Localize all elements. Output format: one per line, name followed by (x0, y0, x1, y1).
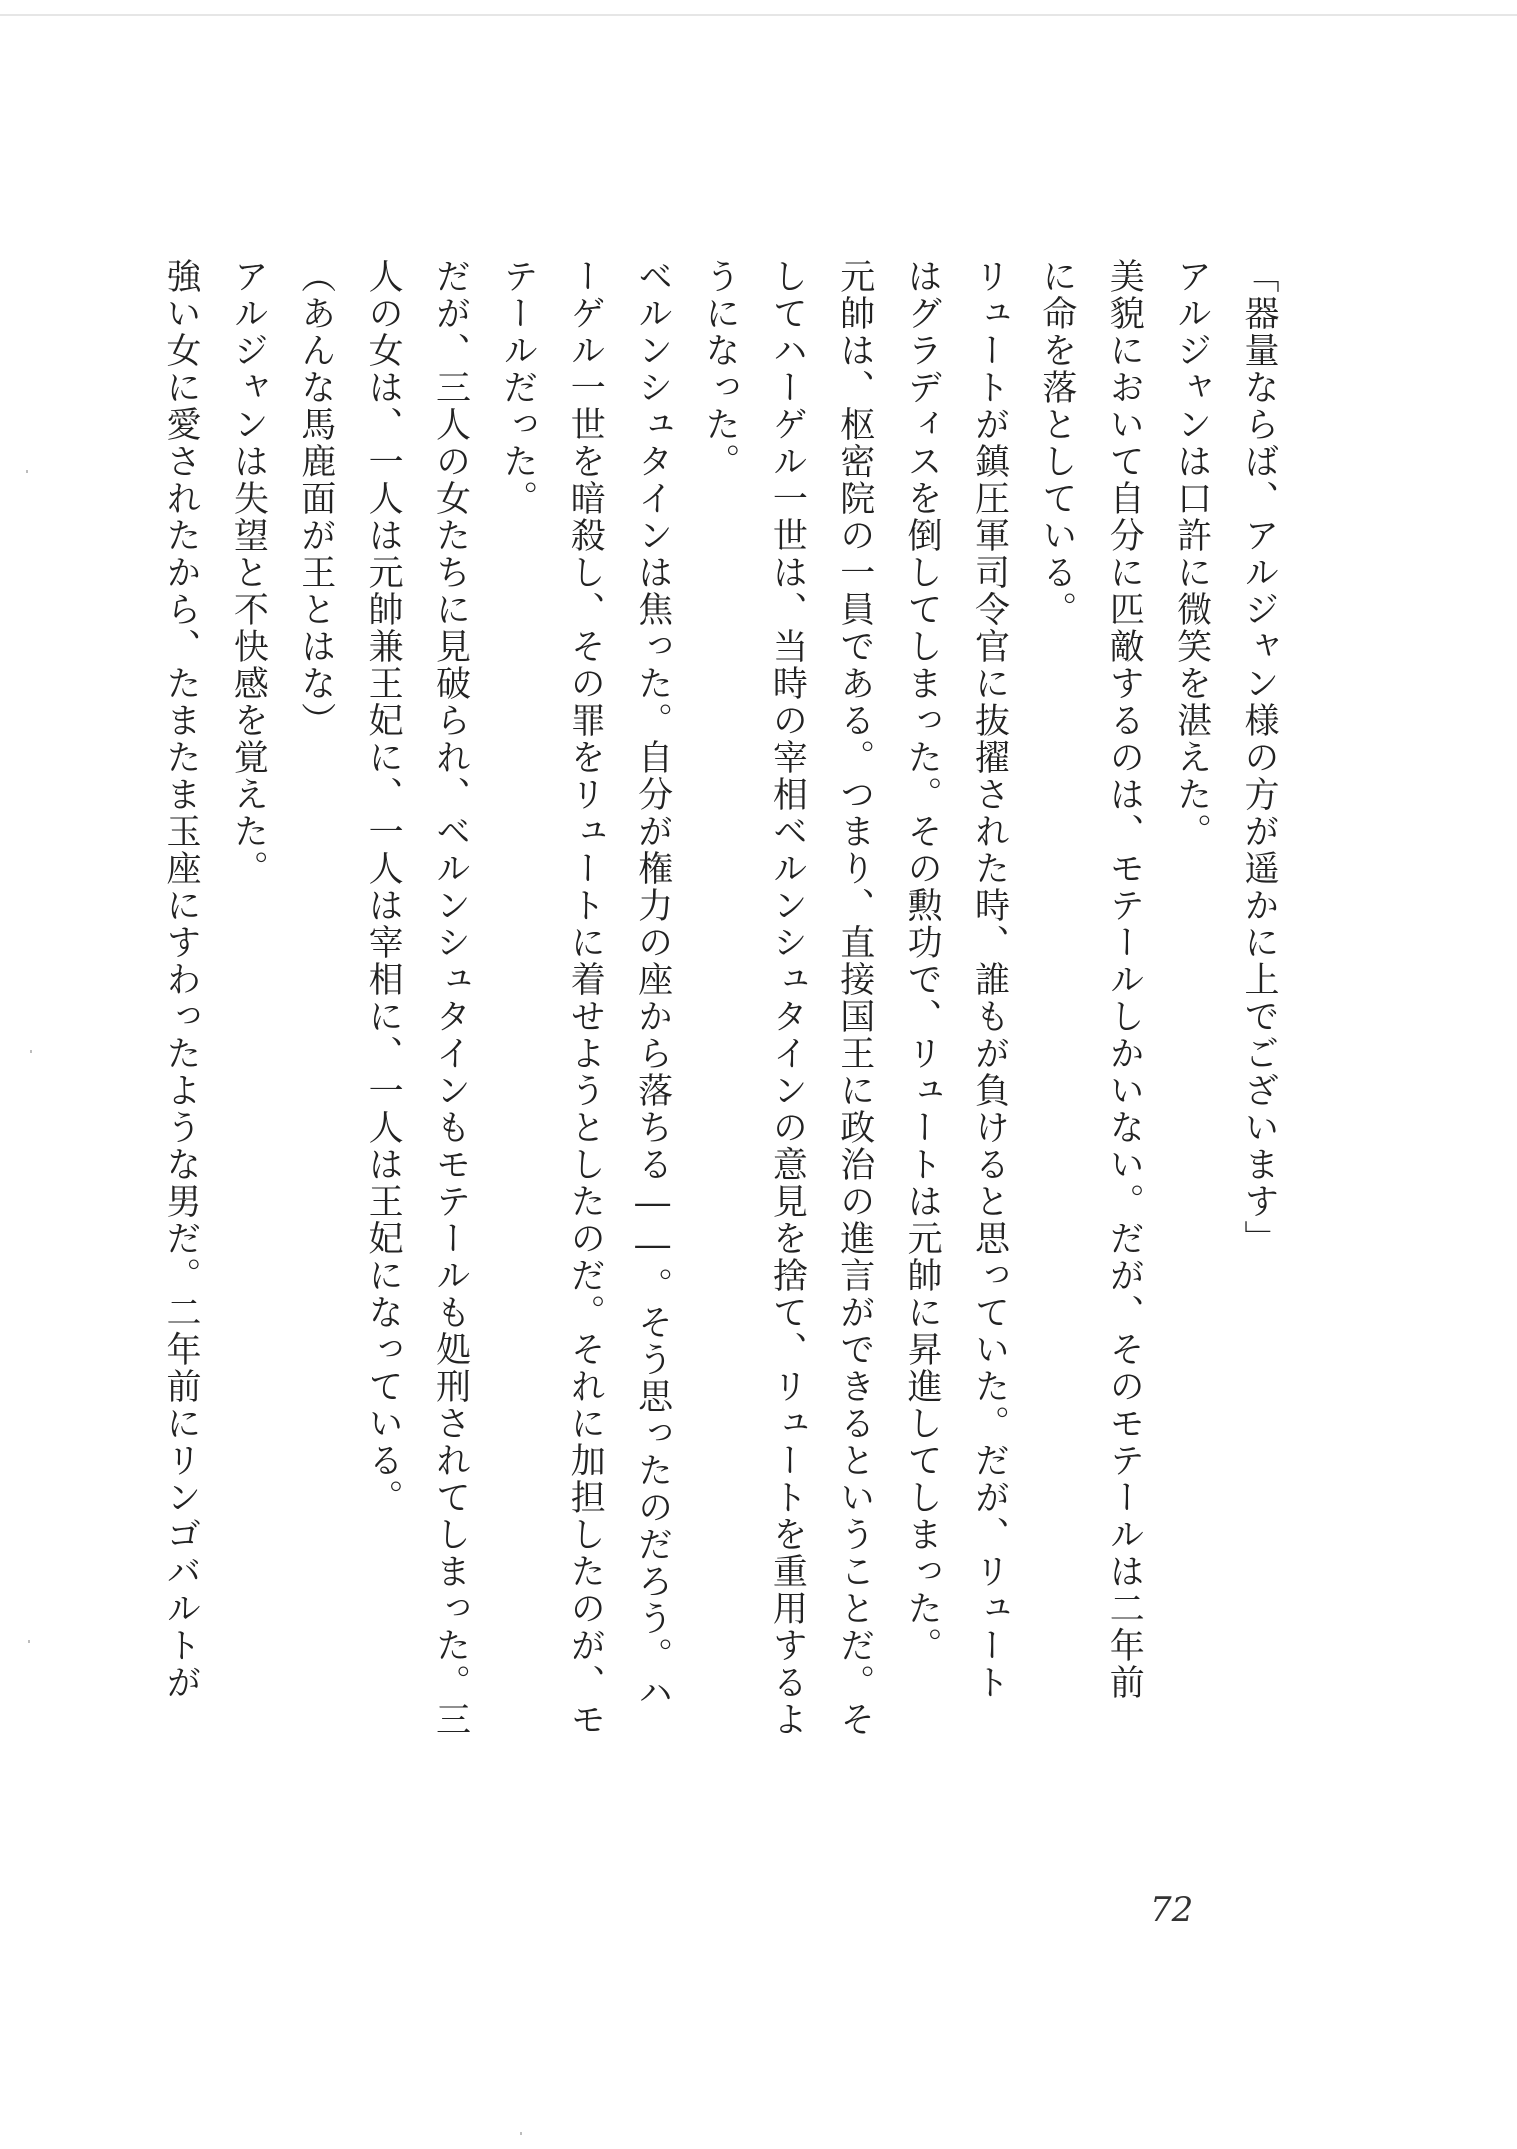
page-number: 72 (1150, 1890, 1194, 1930)
text-column-7: 元帥は、枢密院の一員である。つまり、直接国王に政治の進言ができるということだ。そ (834, 258, 875, 1738)
text-column-2: アルジャンは口許に微笑を湛えた。 (1171, 258, 1212, 850)
vertical-text-block (160, 258, 1280, 1888)
text-column-4: に命を落としている。 (1036, 258, 1077, 628)
text-column-6: はグラディスを倒してしまった。その勲功で、リュートは元帥に昇進してしまった。 (902, 258, 943, 1664)
scan-speck (520, 2132, 522, 2135)
text-column-16: アルジャンは失望と不快感を覚えた。 (228, 258, 269, 887)
text-column-17: 強い女に愛されたから、たまたま玉座にすわったような男だ。二年前にリンゴバルトが (161, 258, 201, 1701)
text-column-8: してハーゲル一世は、当時の宰相ベルンシュタインの意見を捨て、リュートを重用するよ (767, 258, 808, 1738)
text-column-11: ーゲル一世を暗殺し、その罪をリュートに着せようとしたのだ。それに加担したのが、モ (565, 258, 606, 1738)
scan-edge-line (0, 14, 1517, 16)
text-column-15: （あんな馬鹿面が王とはな） (295, 258, 336, 739)
text-column-12: テールだった。 (497, 258, 538, 517)
text-column-10: ベルンシュタインは焦った。自分が権力の座から落ちる――。そう思ったのだろう。ハ (632, 258, 673, 1711)
text-column-14: 人の女は、一人は元帥兼王妃に、一人は宰相に、一人は王妃になっている。 (363, 258, 404, 1516)
text-column-3: 美貌において自分に匹敵するのは、モテールしかいない。だが、そのモテールは二年前 (1104, 258, 1145, 1701)
scan-speck (28, 1640, 30, 1643)
text-column-13: だが、三人の女たちに見破られ、ベルンシュタインもモテールも処刑されてしまった。三 (430, 258, 471, 1738)
scan-speck (26, 470, 28, 473)
text-column-1: 「器量ならば、アルジャン様の方が遥かに上でございます」 (1239, 258, 1279, 1257)
text-column-9: うになった。 (700, 258, 740, 480)
text-column-5: リュートが鎮圧軍司令官に抜擢された時、誰もが負けると思っていた。だが、リュート (969, 258, 1010, 1701)
scan-speck (30, 1050, 32, 1053)
